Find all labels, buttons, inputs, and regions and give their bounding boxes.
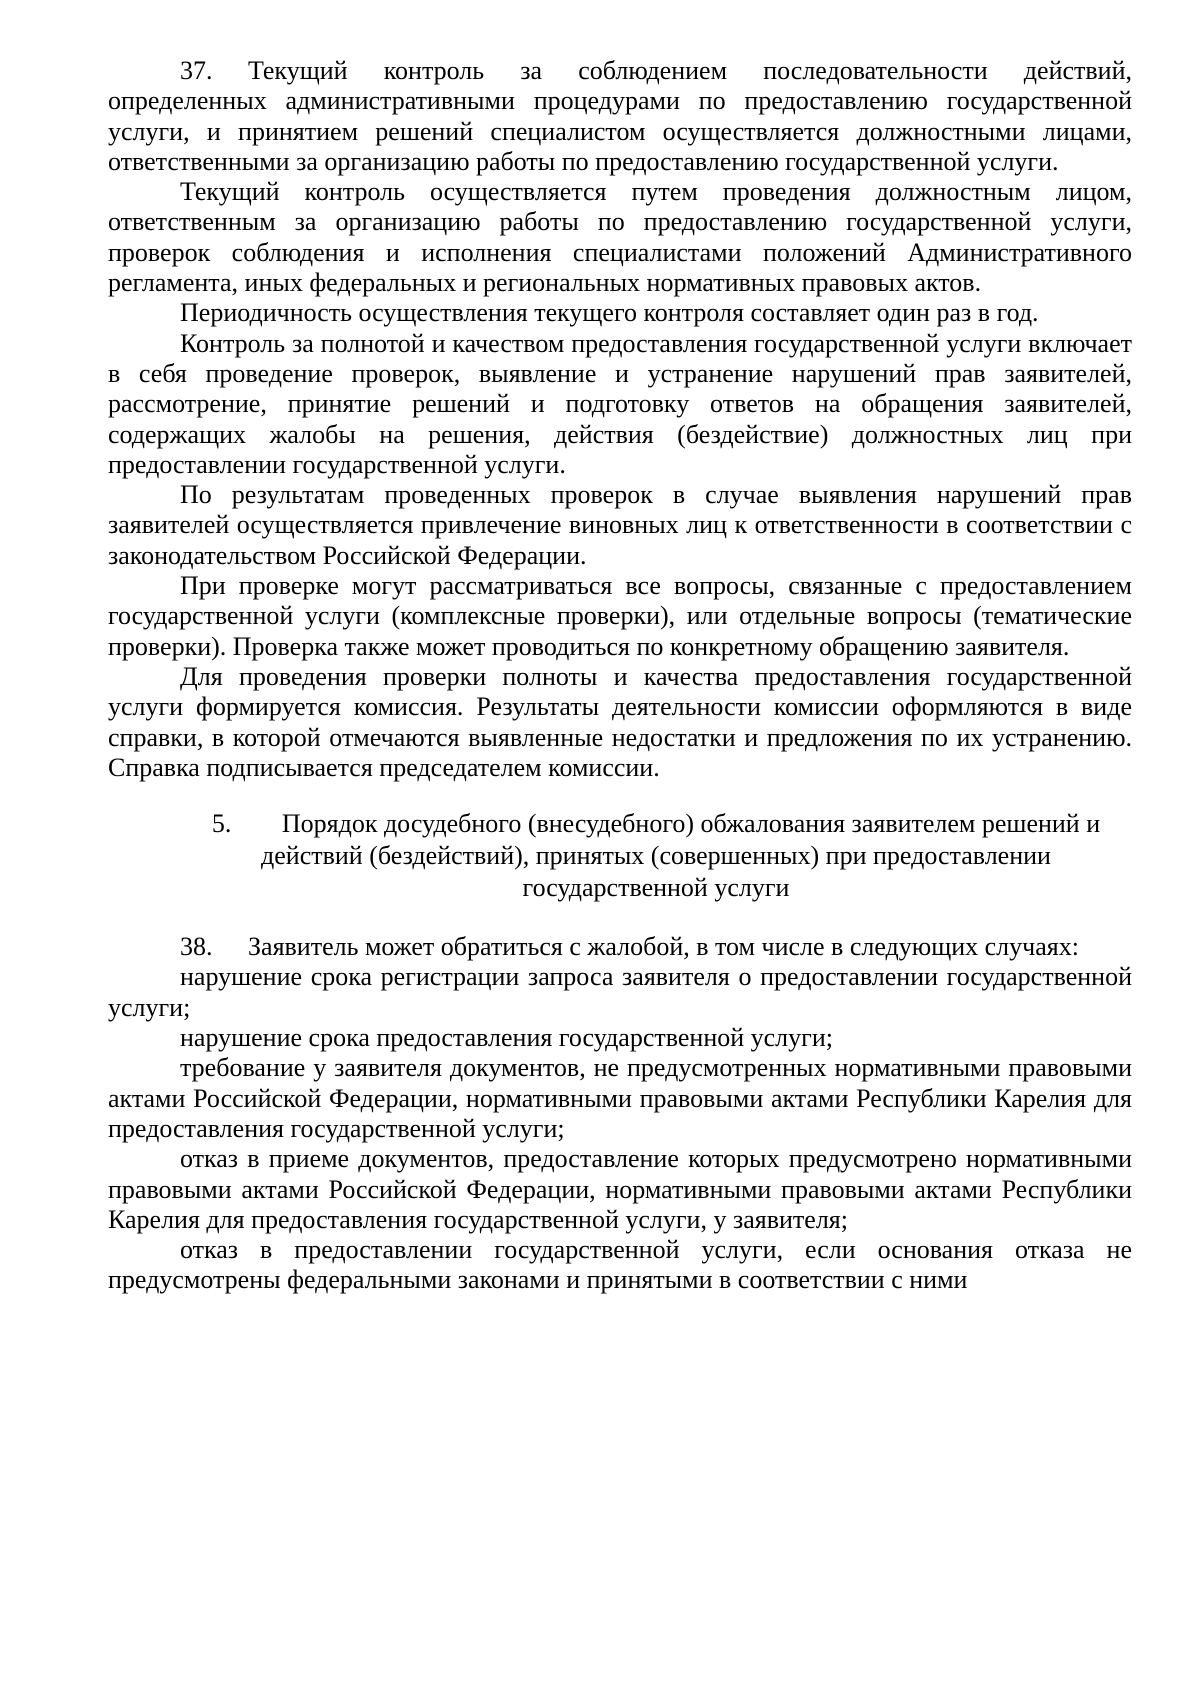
section-heading xyxy=(108,808,1132,904)
list-item: нарушение срока регистрации запроса заявителя о предоставлении государственной услуги; xyxy=(108,962,1132,1022)
list-item: отказ в приеме документов, предоставление которых предусмотрено нормативными правовыми актами Российской Федерации, нормативными правовыми актами Республики Карелия для предоставления государственной услуги, у заявителя; xyxy=(108,1144,1132,1234)
paragraph-text: Заявитель может обратиться с жалобой, в том числе в следующих случаях: xyxy=(248,932,1079,962)
paragraph: По результатам проведенных проверок в случае выявления нарушений прав заявителей осуществляется привлечение виновных лиц к ответственности в соответствии с законодательством Российской Федерации. xyxy=(108,480,1132,570)
paragraph: Периодичность осуществления текущего контроля составляет один раз в год. xyxy=(180,298,1039,328)
paragraph-37 xyxy=(108,56,1132,177)
document-page xyxy=(108,56,1132,1296)
section-number: 5. xyxy=(211,809,232,839)
paragraph-38 xyxy=(108,932,1132,962)
list-item: отказ в предоставлении государственной услуги, если основания отказа не предусмотрены федеральными законами и принятыми в соответствии с ними xyxy=(108,1235,1132,1295)
paragraph-number: 38. xyxy=(180,932,213,962)
paragraph-text: Текущий контроль за соблюдением последовательности действий, определенных административными процедурами по предоставлению государственной услуги, и принятием решений специалистом осуществляется должностными лицами, ответственными за организацию работы по предоставлению государственной услуги. xyxy=(108,56,1132,176)
paragraph: Для проведения проверки полноты и качества предоставления государственной услуги формируется комиссия. Результаты деятельности комиссии оформляются в виде справки, в которой отмечаются выявленные недостатки и предложения по их устранению. Справка подписывается председателем комиссии. xyxy=(108,661,1132,782)
paragraph: Текущий контроль осуществляется путем проведения должностным лицом, ответственным за организацию работы по предоставлению государственной услуги, проверок соблюдения и исполнения специалистами положений Административного регламента, иных федеральных и региональных нормативных правовых актов. xyxy=(108,177,1132,298)
paragraph-number: 37. xyxy=(180,56,213,85)
paragraph: При проверке могут рассматриваться все вопросы, связанные с предоставлением государственной услуги (комплексные проверки), или отдельные вопросы (тематические проверки). Проверка также может проводиться по конкретному обращению заявителя. xyxy=(108,571,1132,661)
list-item: нарушение срока предоставления государственной услуги; xyxy=(180,1023,833,1053)
list-item: требование у заявителя документов, не предусмотренных нормативными правовыми актами Российской Федерации, нормативными правовыми актами Республики Карелия для предоставления государственной услуги; xyxy=(108,1053,1132,1143)
paragraph: Контроль за полнотой и качеством предоставления государственной услуги включает в себя проведение проверок, выявление и устранение нарушений прав заявителей, рассмотрение, принятие решений и подготовку ответов на обращения заявителей, содержащих жалобы на решения, действия (бездействие) должностных лиц при предоставлении государственной услуги. xyxy=(108,328,1132,479)
section-title: Порядок досудебного (внесудебного) обжалования заявителем решений и действий (бездействий), принятых (совершенных) при предоставлении государственной услуги xyxy=(261,809,1101,903)
